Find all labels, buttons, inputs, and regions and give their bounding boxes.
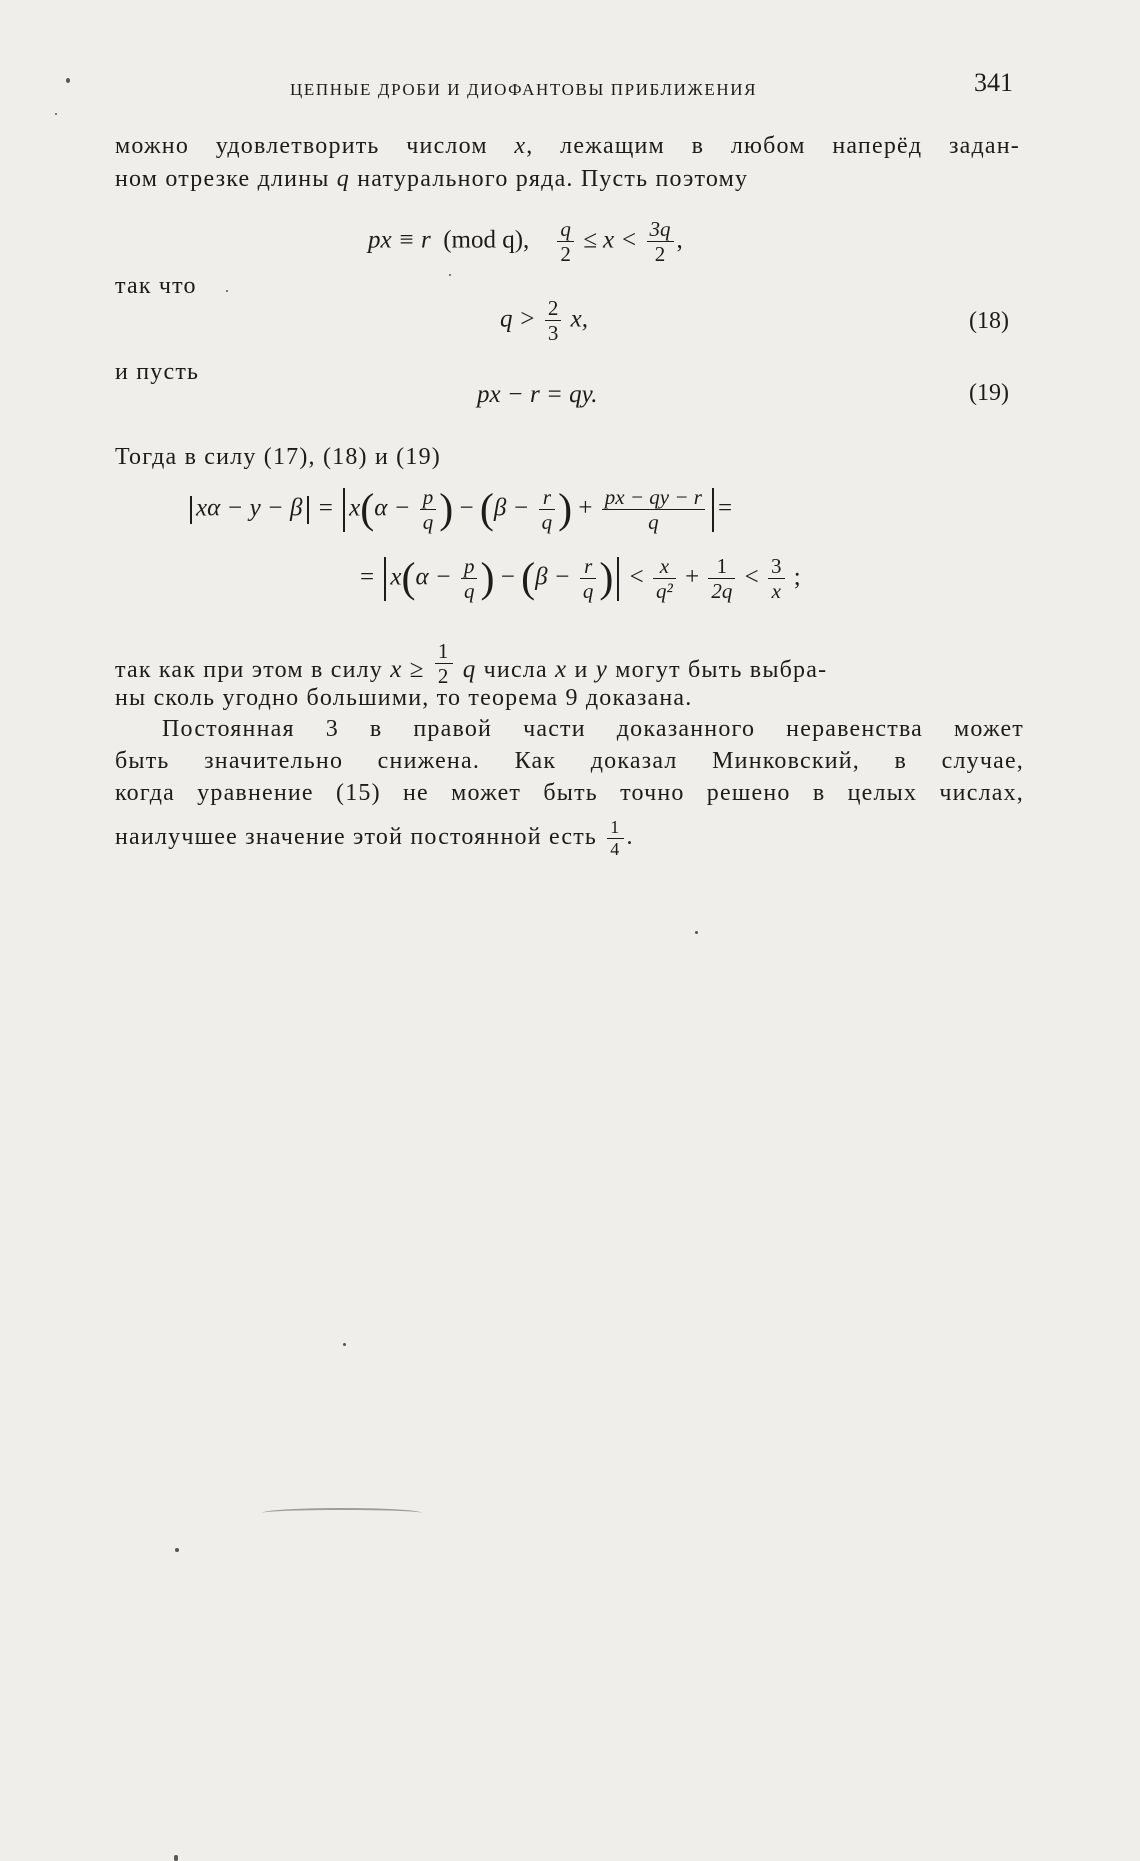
text-line: и пусть: [115, 359, 200, 385]
math-var: q: [336, 166, 350, 192]
math-op: ;: [793, 563, 801, 591]
fraction: [708, 555, 735, 602]
equation-number: (19): [969, 380, 1009, 406]
math-expr: β −: [535, 563, 571, 591]
math-expr: β −: [493, 494, 530, 522]
denominator: q: [463, 579, 475, 604]
text-span: , лежащим в любом наперёд задан-: [526, 133, 1020, 159]
abs-bar: [384, 557, 386, 601]
math-expr: xα − y − β: [196, 494, 303, 522]
fraction: [420, 486, 437, 533]
math-op: <: [629, 563, 644, 591]
text-span: и: [574, 657, 589, 684]
math-expr: ,: [676, 226, 683, 254]
fraction: [461, 555, 478, 602]
math-var: x: [390, 656, 403, 684]
equation-congruence: [368, 218, 683, 265]
abs-bar: [190, 496, 192, 524]
text-span: могут быть выбра-: [615, 657, 828, 684]
math-var: x: [390, 563, 402, 591]
fraction: [768, 555, 785, 602]
numerator: 1: [708, 555, 735, 579]
math-op: +: [578, 494, 593, 522]
math-op: <: [744, 563, 759, 591]
math-var: q: [462, 656, 477, 684]
equation-18: [500, 297, 588, 344]
math-op: ≥: [409, 656, 425, 684]
math-op: =: [318, 494, 333, 522]
fraction: [647, 218, 674, 265]
math-expr: x,: [570, 305, 588, 333]
equation-19: px − r = qy.: [477, 381, 598, 408]
scan-speck: [55, 113, 57, 115]
fraction: [557, 218, 574, 265]
math-var: x: [349, 494, 361, 522]
paren: (: [479, 486, 494, 533]
text-line: быть значительно снижена. Как доказал Минковский, в случае,: [115, 748, 1024, 774]
text-line: Постоянная 3 в правой части доказанного неравенства может: [162, 716, 1024, 742]
fraction: [539, 486, 556, 533]
math-expr: (mod q),: [443, 226, 530, 254]
denominator: q: [648, 510, 659, 535]
abs-bar: [712, 488, 714, 532]
math-expr: px ≡ r: [368, 226, 431, 254]
numerator: 2: [545, 297, 562, 321]
paren: (: [360, 486, 375, 533]
denominator: 2: [437, 664, 450, 689]
denominator: 3: [547, 321, 559, 346]
numerator: r: [539, 486, 556, 510]
fraction: [435, 640, 453, 687]
numerator: 1: [607, 818, 623, 839]
text-line: так что: [115, 273, 197, 299]
text-span: можно удовлетворить числом: [115, 133, 488, 159]
scan-speck: [226, 290, 228, 292]
denominator: q: [422, 510, 434, 535]
math-expr: α −: [415, 563, 452, 591]
scan-speck: [449, 274, 451, 276]
numerator: 3q: [647, 218, 674, 242]
denominator: q²: [656, 579, 673, 604]
math-op: =: [360, 563, 375, 591]
text-line: [115, 166, 748, 193]
denominator: 4: [610, 838, 621, 859]
text-line: ны сколь угодно большими, то теорема 9 доказана.: [115, 685, 693, 711]
math-expr: ≤ x <: [583, 226, 638, 254]
denominator: 2: [654, 242, 666, 267]
numerator: r: [580, 555, 597, 579]
equation-number: (18): [969, 308, 1009, 334]
paren: (: [401, 555, 416, 602]
text-line: [115, 818, 634, 859]
numerator: p: [461, 555, 478, 579]
paren: ): [480, 555, 495, 602]
numerator: 1: [435, 640, 453, 664]
fraction: [602, 486, 705, 533]
text-span: так как при этом в силу: [115, 657, 383, 684]
abs-bar: [307, 496, 309, 524]
math-op: −: [459, 494, 474, 522]
math-expr: q >: [500, 305, 536, 333]
math-op: −: [500, 563, 515, 591]
abs-bar: [343, 488, 345, 532]
numerator: x: [653, 555, 676, 579]
scan-speck: [175, 1548, 179, 1552]
text-line: Тогда в силу (17), (18) и (19): [115, 444, 441, 470]
scan-speck: [174, 1855, 178, 1859]
math-expr: α −: [374, 494, 411, 522]
math-op: .: [626, 823, 634, 850]
denominator: q: [582, 579, 594, 604]
paren: ): [558, 486, 573, 533]
paren: ): [599, 555, 614, 602]
denominator: 2q: [711, 579, 733, 604]
numerator: 3: [768, 555, 785, 579]
text-line: когда уравнение (15) не может быть точно решено в целых числах,: [115, 780, 1024, 806]
scan-smudge: [262, 1508, 422, 1518]
scan-speck: [66, 78, 70, 83]
paren: ): [439, 486, 454, 533]
text-span: натурального ряда. Пусть поэтому: [357, 166, 749, 192]
numerator: px − qy − r: [602, 486, 705, 510]
equation-estimate-line2: [360, 555, 801, 602]
math-op: =: [717, 494, 733, 522]
text-line: [115, 133, 1020, 160]
scan-speck: [343, 1343, 346, 1346]
denominator: 2: [560, 242, 571, 267]
denominator: x: [771, 579, 781, 604]
fraction: [545, 297, 562, 344]
numerator: p: [420, 486, 437, 510]
math-var: x: [555, 656, 568, 684]
math-op: +: [685, 563, 700, 591]
fraction: [580, 555, 597, 602]
text-span: числа: [483, 657, 548, 684]
equation-estimate-line1: [186, 486, 732, 533]
abs-bar: [617, 557, 619, 601]
denominator: q: [541, 510, 553, 535]
text-span: наилучшее значение этой постоянной есть: [115, 823, 598, 850]
text-span: ном отрезке длины: [115, 166, 330, 192]
numerator: q: [557, 218, 574, 242]
fraction: [653, 555, 676, 602]
math-var: y: [595, 656, 609, 684]
math-var: x: [514, 133, 527, 159]
text-line: [115, 640, 1028, 687]
page-number: 341: [974, 68, 1013, 97]
running-title: ЦЕПНЫЕ ДРОБИ И ДИОФАНТОВЫ ПРИБЛИЖЕНИЯ: [290, 80, 758, 99]
fraction: [607, 818, 623, 859]
scan-speck: [695, 931, 698, 934]
paren: (: [521, 555, 536, 602]
